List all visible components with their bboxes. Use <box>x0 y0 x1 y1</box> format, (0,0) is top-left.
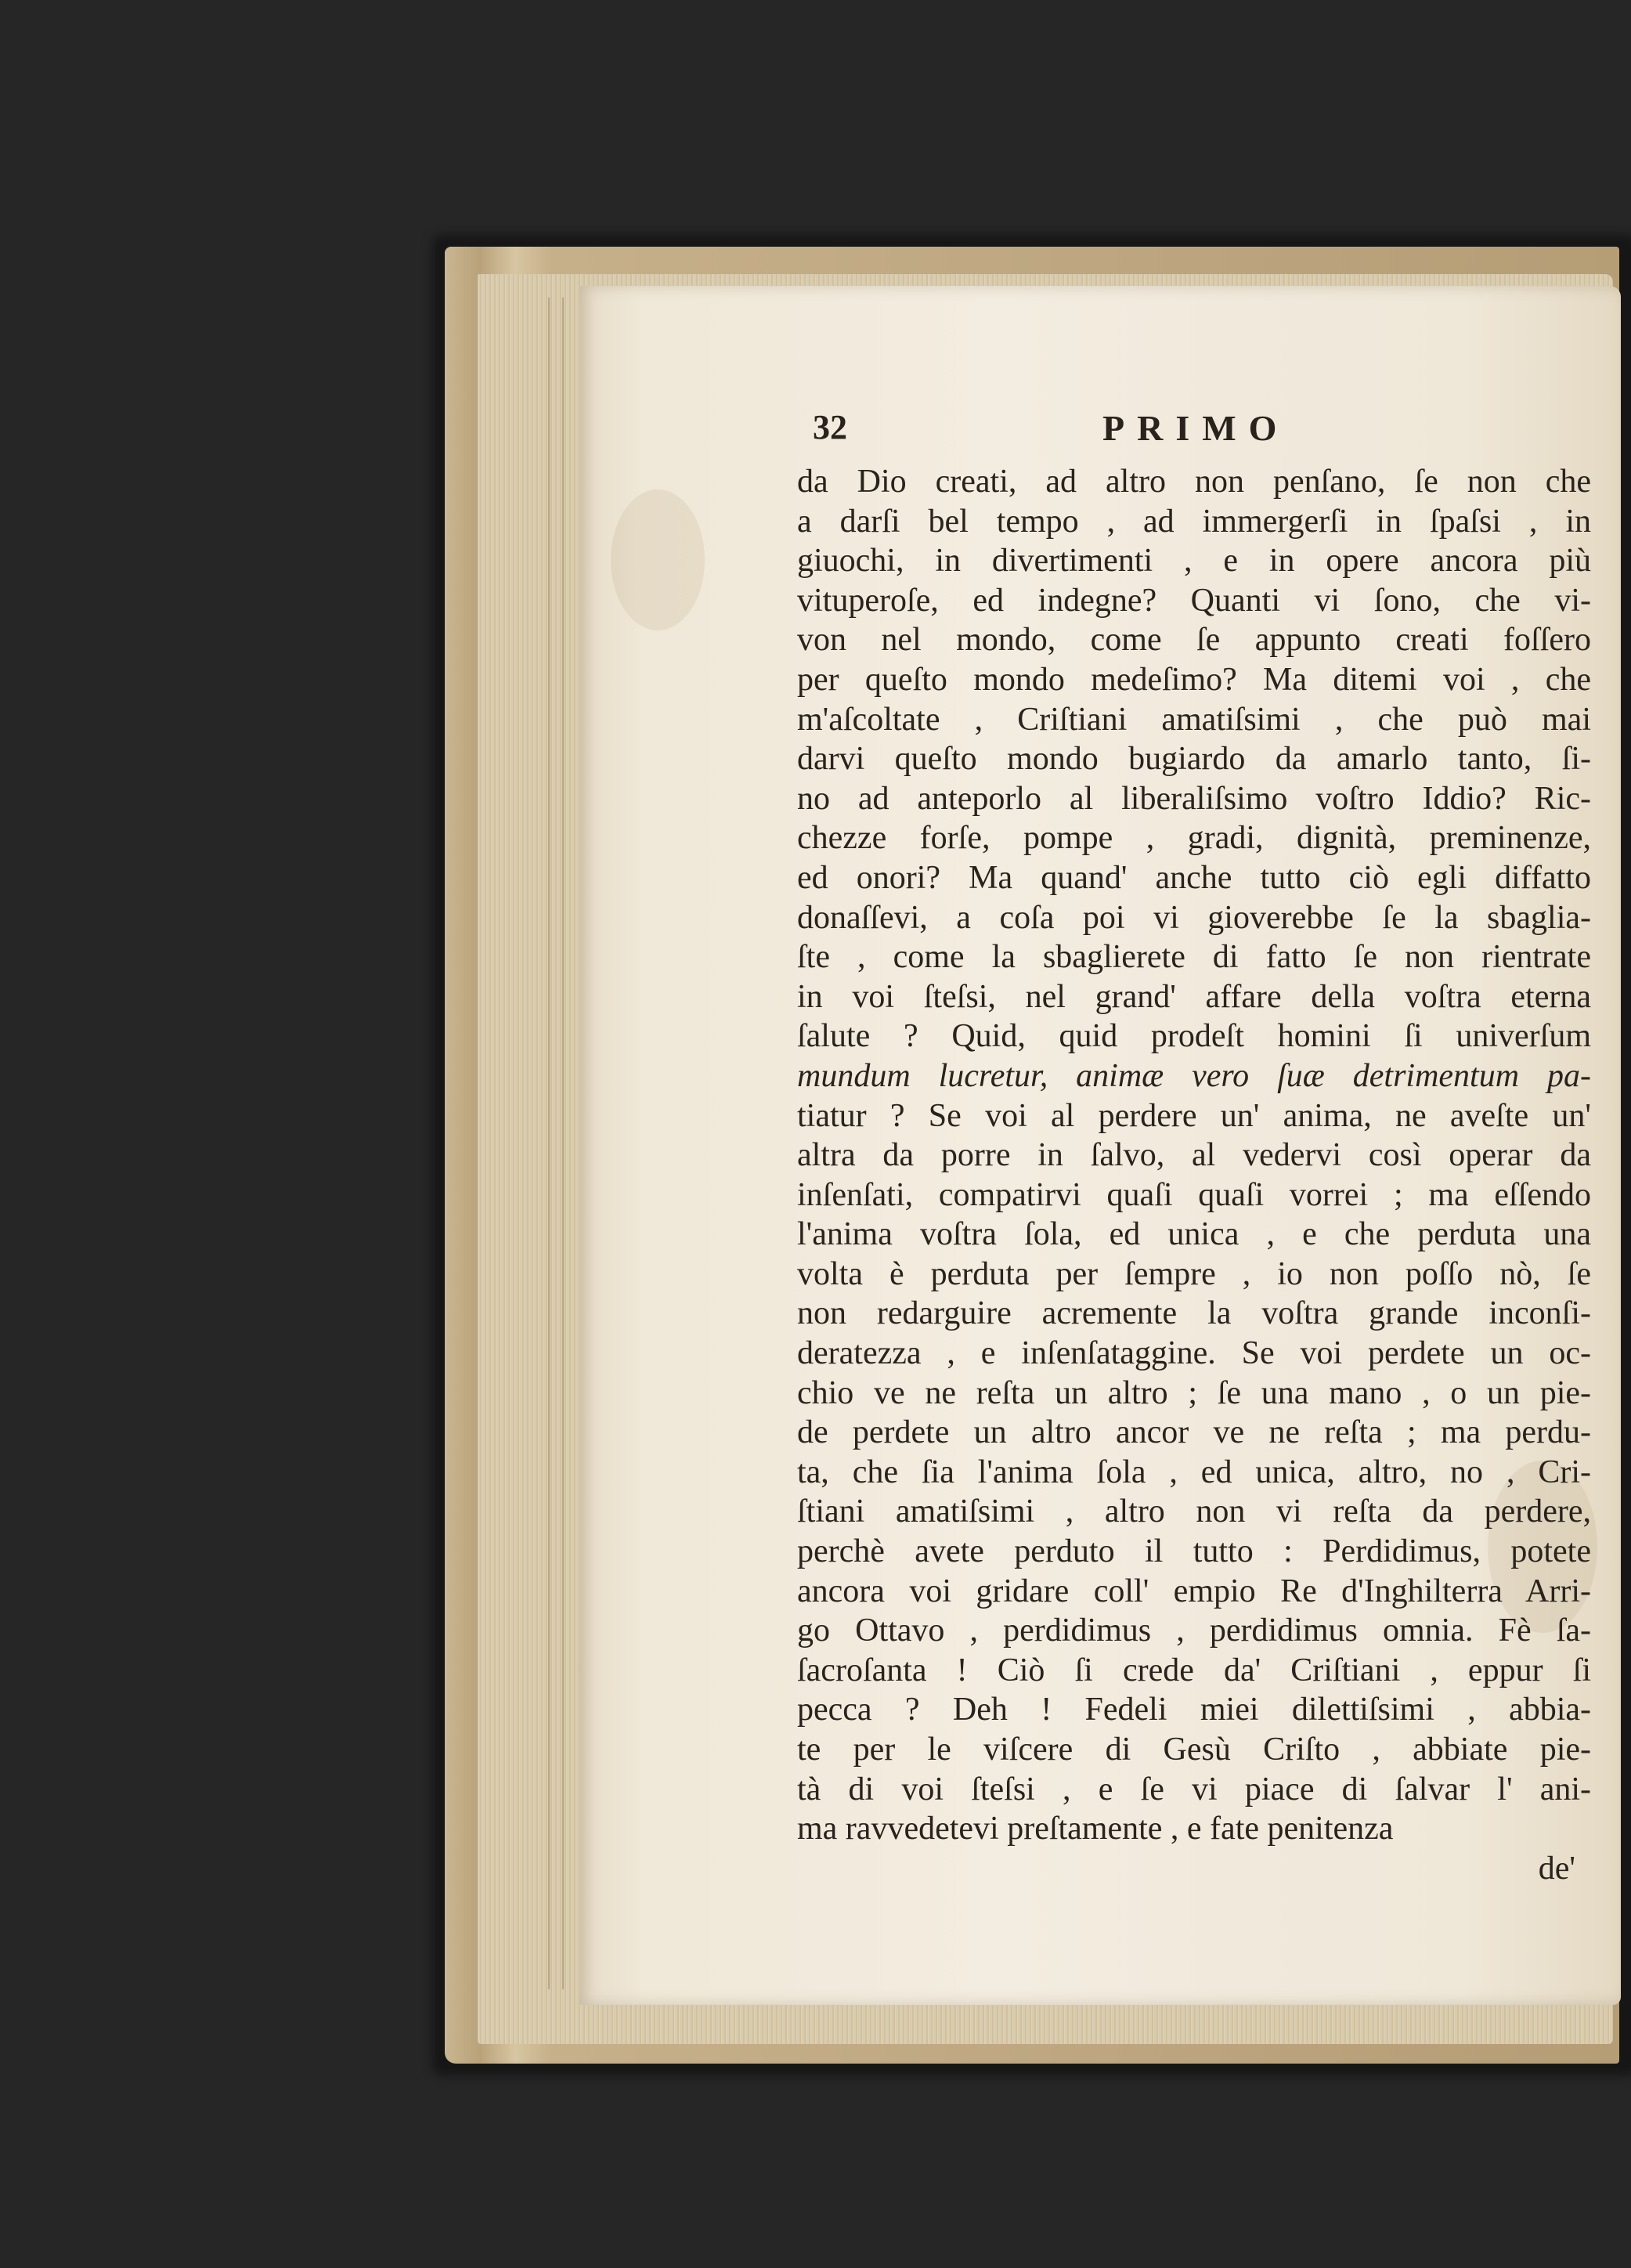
gutter-line <box>548 298 550 1989</box>
text-line: ancora voi gridare coll' empio Re d'Inghilterra Arri- <box>797 1573 1591 1609</box>
page-number: 32 <box>813 408 847 446</box>
text-line: perchè avete perduto il tutto : Perdidimus, potete <box>797 1533 1591 1570</box>
text-line: altra da porre in ſalvo, al vedervi così operar da <box>797 1137 1591 1174</box>
catchword: de' <box>1538 1850 1575 1887</box>
text-line: non redarguire acremente la voſtra grande inconſi- <box>797 1295 1591 1332</box>
running-title: PRIMO <box>1102 408 1290 448</box>
text-line: ſacroſanta ! Ciò ſi crede da' Criſtiani , eppur ſi <box>797 1652 1591 1688</box>
text-line: in voi ſteſsi, nel grand' affare della voſtra eterna <box>797 978 1591 1015</box>
text-line: te per le viſcere di Gesù Criſto , abbiate pie- <box>797 1732 1591 1768</box>
page-stain <box>611 489 705 630</box>
text-line: volta è perduta per ſempre , io non poſſo nò, ſe <box>797 1255 1591 1292</box>
text-line: von nel mondo, come ſe appunto creati foſſero <box>797 622 1591 659</box>
text-line: m'aſcoltate , Criſtiani amatiſsimi , che può mai <box>797 701 1591 738</box>
text-line: tà di voi ſteſsi , e ſe vi piace di ſalvar l' ani- <box>797 1771 1591 1808</box>
text-line: a darſi bel tempo , ad immergerſi in ſpaſsi , in <box>797 503 1591 540</box>
body-text <box>797 462 1591 1849</box>
text-line: go Ottavo , perdidimus , perdidimus omnia. Fè ſa- <box>797 1613 1591 1649</box>
text-line: ma ravvedetevi preſtamente , e fate penitenza <box>797 1811 1394 1847</box>
text-line: chezze forſe, pompe , gradi, dignità, preminenze, <box>797 820 1591 857</box>
text-line: giuochi, in divertimenti , e in opere ancora più <box>797 543 1591 580</box>
text-line: ed onori? Ma quand' anche tutto ciò egli diffatto <box>797 859 1591 896</box>
text-block <box>797 407 1591 1888</box>
text-line: donaſſevi, a coſa poi vi gioverebbe ſe la sbaglia- <box>797 899 1591 936</box>
text-line: ſte , come la sbaglierete di fatto ſe non rientrate <box>797 939 1591 976</box>
text-line: mundum lucretur, animæ vero ſuæ detrimentum pa- <box>797 1057 1591 1094</box>
text-line: pecca ? Deh ! Fedeli miei dilettiſsimi , abbia- <box>797 1692 1591 1728</box>
text-line: da Dio creati, ad altro non penſano, ſe non che <box>797 464 1591 500</box>
text-line: deratezza , e inſenſataggine. Se voi perdete un oc- <box>797 1335 1591 1372</box>
text-line: de perdete un altro ancor ve ne reſta ; ma perdu- <box>797 1414 1591 1451</box>
text-line: per queſto mondo medeſimo? Ma ditemi voi , che <box>797 661 1591 698</box>
text-line: ta, che ſia l'anima ſola , ed unica, altro, no , Cri- <box>797 1454 1591 1490</box>
running-head <box>797 407 1591 462</box>
text-line: no ad anteporlo al liberaliſsimo voſtro Iddio? Ric- <box>797 780 1591 817</box>
text-line: darvi queſto mondo bugiardo da amarlo tanto, ſi- <box>797 741 1591 778</box>
text-line: tiatur ? Se voi al perdere un' anima, ne aveſte un' <box>797 1097 1591 1134</box>
text-line: vituperoſe, ed indegne? Quanti vi ſono, che vi- <box>797 582 1591 619</box>
text-line: ſtiani amatiſsimi , altro non vi reſta da perdere, <box>797 1493 1591 1530</box>
text-line: l'anima voſtra ſola, ed unica , e che perduta una <box>797 1216 1591 1253</box>
gutter-line <box>562 298 564 1989</box>
text-line: inſenſati, compatirvi quaſi quaſi vorrei ; ma eſſendo <box>797 1176 1591 1213</box>
text-line: ſalute ? Quid, quid prodeſt homini ſi univerſum <box>797 1018 1591 1055</box>
text-line: chio ve ne reſta un altro ; ſe una mano , o un pie- <box>797 1374 1591 1411</box>
